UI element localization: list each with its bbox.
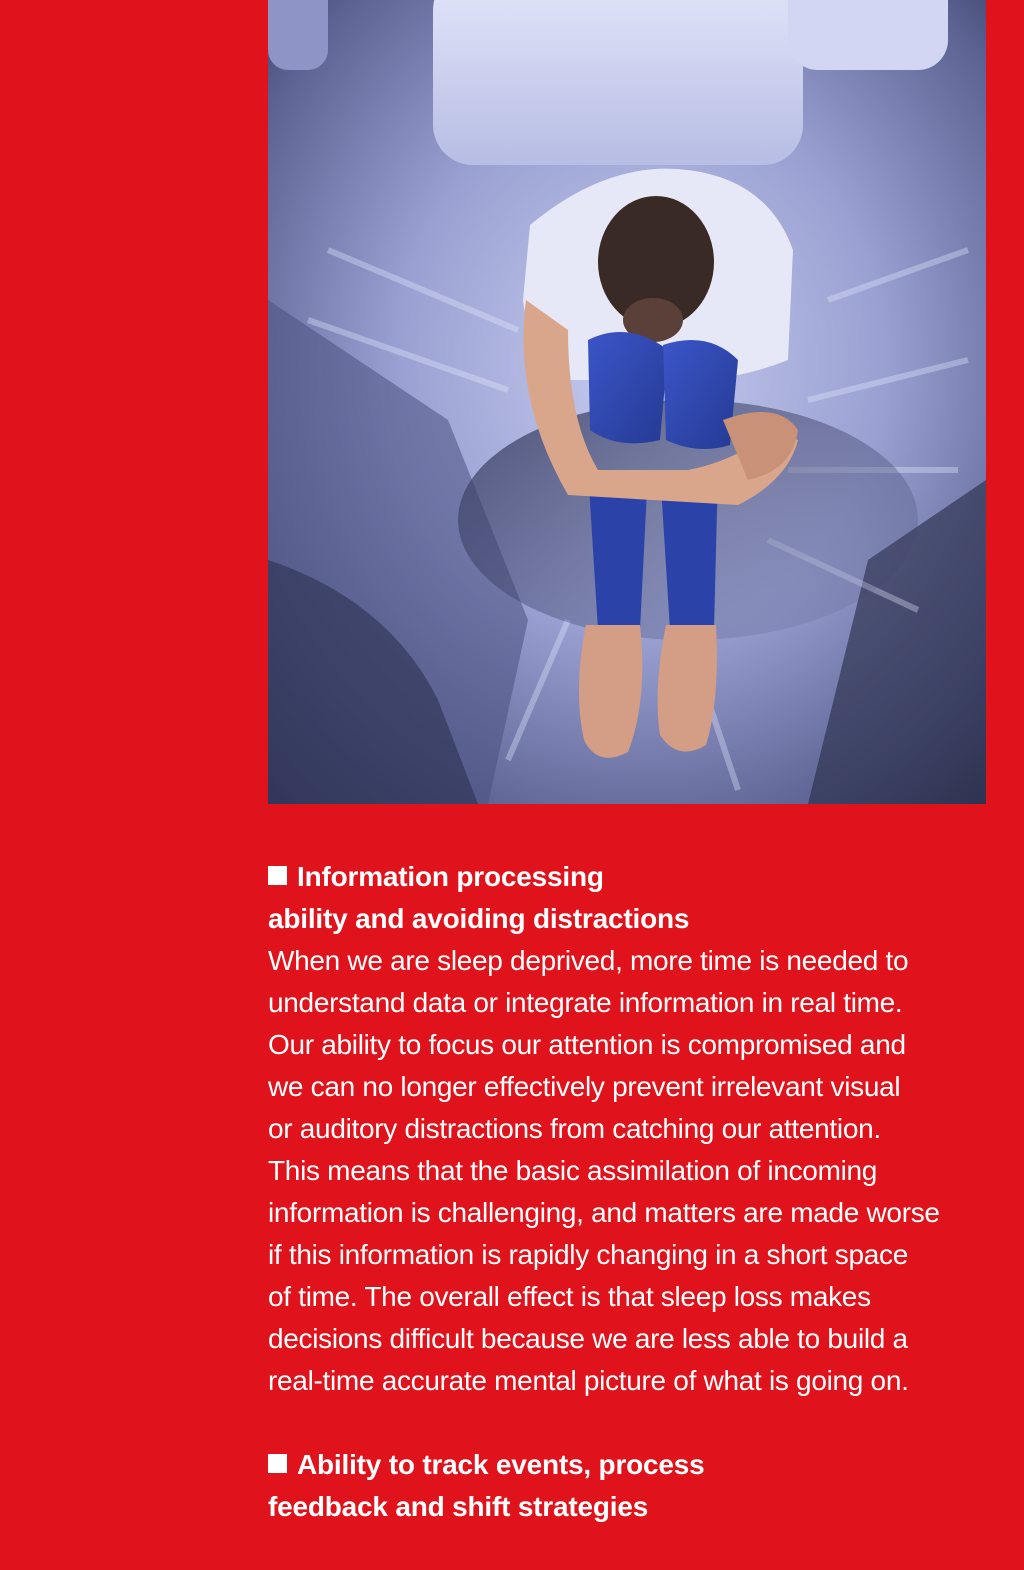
body-line: if this information is rapidly changing in a short space (268, 1239, 908, 1270)
person-sitting-on-bed-icon (268, 0, 986, 804)
body-line: or auditory distractions from catching our attention. (268, 1113, 881, 1144)
heading-line: ability and avoiding distractions (268, 903, 690, 934)
body-line: of time. The overall effect is that sleep loss makes (268, 1281, 871, 1312)
body-line: we can no longer effectively prevent irrelevant visual (268, 1071, 901, 1102)
heading-line (268, 1444, 998, 1486)
section-heading (268, 1444, 998, 1528)
body-line: information is challenging, and matters are made worse (268, 1197, 940, 1228)
section-information-processing (268, 856, 998, 1402)
section-body (268, 940, 998, 1402)
body-line: real-time accurate mental picture of what is going on. (268, 1365, 909, 1396)
body-line: decisions difficult because we are less able to build a (268, 1323, 908, 1354)
section-heading (268, 856, 998, 940)
photo-person-on-bed (268, 0, 986, 804)
body-line: Our ability to focus our attention is compromised and (268, 1029, 906, 1060)
body-line: understand data or integrate information in real time. (268, 987, 903, 1018)
heading-line (268, 856, 998, 898)
heading-line-text: Information processing (297, 861, 604, 892)
article-content (268, 856, 998, 1570)
square-bullet-icon (268, 1454, 287, 1473)
square-bullet-icon (268, 866, 287, 885)
heading-line: feedback and shift strategies (268, 1491, 649, 1522)
body-line: When we are sleep deprived, more time is needed to (268, 945, 909, 976)
section-track-events (268, 1444, 998, 1528)
heading-line-text: Ability to track events, process (297, 1449, 705, 1480)
body-line: This means that the basic assimilation of incoming (268, 1155, 878, 1186)
